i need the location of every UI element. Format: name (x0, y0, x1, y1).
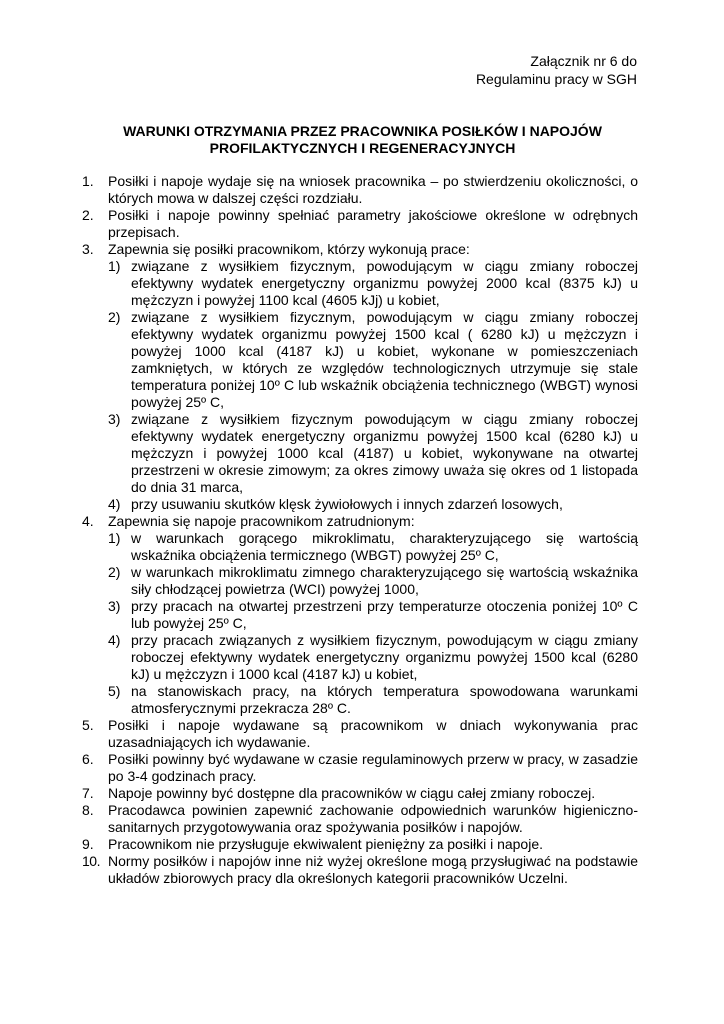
item-number: 9. (82, 836, 94, 852)
title-line-2: PROFILAKTYCZNYCH I REGENERACYJNYCH (209, 140, 516, 156)
item-text: Posiłki powinny być wydawane w czasie regulaminowych przerw w pracy, w zasadzie po 3-4 godzinach pracy. (108, 751, 638, 784)
annex-line-2: Regulaminu pracy w SGH (475, 71, 637, 87)
sub-list-item (108, 683, 638, 717)
drinks-conditions-list (108, 530, 638, 717)
item-text: Normy posiłków i napojów inne niż wyżej określone mogą przysługiwać na podstawie układów zbiorowych pracy dla określonych kategorii pracowników Uczelni. (108, 853, 638, 886)
sub-item-text: związane z wysiłkiem fizycznym powodującym w ciągu zmiany roboczej efektywny wydatek energetyczny organizmu powyżej 1500 kcal (6280 kJ) u mężczyzn i powyżej 1000 kcal (4187) u kobiet, wykonywane na otwartej przestrzeni w okresie zimowym; za okres zimowy uważa się okres od 1 listopada do dnia 31 marca, (131, 411, 638, 495)
item-number: 1. (82, 173, 94, 189)
sub-item-number: 1) (108, 258, 121, 274)
sub-item-text: w warunkach gorącego mikroklimatu, charakteryzującego się wartością wskaźnika obciążenia termicznego (WBGT) powyżej 25º C, (131, 530, 638, 563)
sub-item-number: 5) (108, 683, 121, 699)
title-line-1: WARUNKI OTRZYMANIA PRZEZ PRACOWNIKA POSIŁKÓW I NAPOJÓW (123, 123, 602, 139)
item-text: Posiłki i napoje wydawane są pracownikom w dniach wykonywania prac uzasadniających ich wydawanie. (108, 717, 638, 750)
sub-item-text: w warunkach mikroklimatu zimnego charakteryzującego się wartością wskaźnika siły chłodzącej powietrza (WCI) powyżej 1000, (131, 564, 638, 597)
item-text: Napoje powinny być dostępne dla pracowników w ciągu całej zmiany roboczej. (108, 785, 596, 801)
list-item (82, 173, 638, 207)
sub-item-text: przy usuwaniu skutków klęsk żywiołowych i innych zdarzeń losowych, (131, 496, 563, 512)
list-item (82, 836, 638, 853)
sub-list-item (108, 564, 638, 598)
sub-item-number: 3) (108, 598, 121, 614)
item-text: Posiłki i napoje powinny spełniać parametry jakościowe określone w odrębnych przepisach. (108, 207, 638, 240)
sub-item-number: 4) (108, 632, 121, 648)
sub-list-item (108, 309, 638, 411)
sub-list-item (108, 632, 638, 683)
sub-item-number: 1) (108, 530, 121, 546)
item-number: 4. (82, 513, 94, 529)
item-text: Pracownikom nie przysługuje ekwiwalent pieniężny za posiłki i napoje. (108, 836, 543, 852)
sub-list-item (108, 530, 638, 564)
sub-item-text: przy pracach na otwartej przestrzeni przy temperaturze otoczenia poniżej 10º C lub powyżej 25º C, (131, 598, 638, 631)
item-number: 6. (82, 751, 94, 767)
item-number: 7. (82, 785, 94, 801)
annex-reference (476, 52, 637, 88)
sub-list-item (108, 496, 638, 513)
item-text: Pracodawca powinien zapewnić zachowanie odpowiednich warunków higieniczno-sanitarnych przygotowywania oraz spożywania posiłków i napojów. (108, 802, 638, 835)
item-text: Posiłki i napoje wydaje się na wniosek pracownika – po stwierdzeniu okoliczności, o których mowa w dalszej części rozdziału. (108, 173, 638, 206)
item-text: Zapewnia się posiłki pracownikom, którzy wykonują prace: (108, 241, 470, 257)
sub-item-text: związane z wysiłkiem fizycznym, powodującym w ciągu zmiany roboczej efektywny wydatek organizmu powyżej 1500 kcal ( 6280 kJ) u mężczyzn i powyżej 1000 kcal (4187 kJ) u kobiet, wykonane w pomieszczeniach zamkniętych, w których ze względów technologicznych utrzymuje się stale temperatura poniżej 10º C lub wskaźnik obciążenia technicznego (WBGT) wynosi powyżej 25º C, (131, 309, 638, 410)
item-number: 5. (82, 717, 94, 733)
sub-item-text: na stanowiskach pracy, na których temperatura spowodowana warunkami atmosferycznymi przekracza 28º C. (131, 683, 638, 716)
sub-item-number: 3) (108, 411, 121, 427)
sub-list-item (108, 598, 638, 632)
annex-line-1: Załącznik nr 6 do (530, 53, 637, 69)
sub-item-number: 4) (108, 496, 121, 512)
list-item (82, 513, 638, 717)
sub-list-item (108, 258, 638, 309)
item-number: 8. (82, 802, 94, 818)
list-item (82, 802, 638, 836)
list-item (82, 717, 638, 751)
list-item (82, 853, 638, 887)
document-title (90, 123, 635, 157)
sub-item-number: 2) (108, 564, 121, 580)
sub-list-item (108, 411, 638, 496)
item-number: 10. (82, 853, 100, 869)
list-item (82, 785, 638, 802)
meals-conditions-list (108, 258, 638, 513)
rules-list (82, 173, 638, 887)
item-text: Zapewnia się napoje pracownikom zatrudnionym: (108, 513, 415, 529)
item-number: 2. (82, 207, 94, 223)
sub-item-text: przy pracach związanych z wysiłkiem fizycznym, powodującym w ciągu zmiany roboczej efektywny wydatek energetyczny organizmu powyżej 1500 kcal (6280 kJ) u mężczyzn i 1000 kcal (4187 kJ) u kobiet, (131, 632, 638, 682)
item-number: 3. (82, 241, 94, 257)
sub-item-text: związane z wysiłkiem fizycznym, powodującym w ciągu zmiany roboczej efektywny wydatek energetyczny organizmu powyżej 2000 kcal (8375 kJ) u mężczyzn i powyżej 1100 kcal (4605 kJj) u kobiet, (131, 258, 638, 308)
list-item (82, 207, 638, 241)
list-item (82, 241, 638, 513)
sub-item-number: 2) (108, 309, 121, 325)
list-item (82, 751, 638, 785)
